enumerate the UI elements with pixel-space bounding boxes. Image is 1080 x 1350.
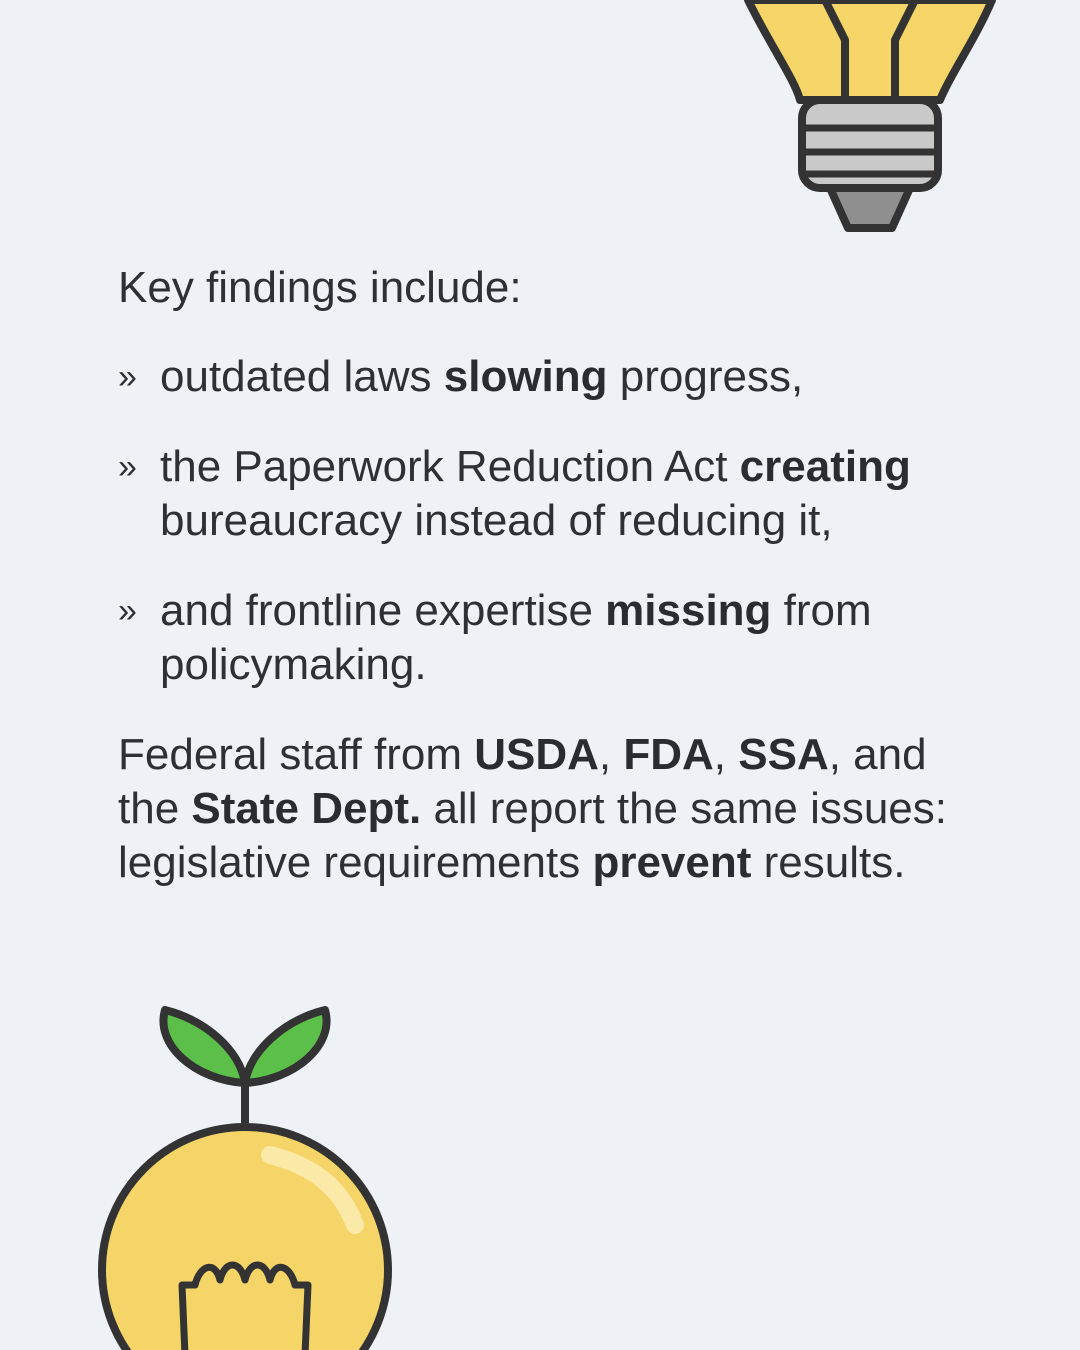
summary-text: Federal staff from bbox=[118, 730, 475, 779]
summary-text: , and the bbox=[118, 730, 927, 833]
finding-text: the Paperwork Reduction Act bbox=[160, 442, 740, 491]
finding-item bbox=[118, 350, 978, 404]
bullet-marker: » bbox=[118, 358, 137, 396]
finding-text: outdated laws bbox=[160, 352, 444, 401]
finding-text: bureaucracy instead of reducing it, bbox=[160, 496, 833, 545]
finding-item bbox=[118, 584, 978, 692]
bullet-marker: » bbox=[118, 592, 137, 630]
summary-emphasis: prevent bbox=[592, 838, 752, 887]
summary-paragraph bbox=[118, 728, 978, 890]
finding-emphasis: missing bbox=[605, 586, 772, 635]
summary-text: , bbox=[713, 730, 739, 779]
agency-usda: USDA bbox=[474, 730, 599, 779]
finding-item bbox=[118, 440, 978, 548]
agency-state-dept: State Dept. bbox=[191, 784, 422, 833]
finding-text: progress, bbox=[607, 352, 804, 401]
bullet-marker: » bbox=[118, 448, 137, 486]
finding-text: from policymaking. bbox=[160, 586, 872, 689]
agency-ssa: SSA bbox=[738, 730, 829, 779]
finding-emphasis: creating bbox=[739, 442, 911, 491]
summary-text: all report the same issues: legislative requirements bbox=[118, 784, 948, 887]
finding-emphasis: slowing bbox=[443, 352, 608, 401]
findings-list bbox=[118, 350, 978, 692]
intro-text: Key findings include: bbox=[118, 263, 522, 312]
lightbulb-icon bbox=[740, 0, 1000, 240]
summary-text: , bbox=[598, 730, 624, 779]
finding-text: and frontline expertise bbox=[160, 586, 606, 635]
agency-fda: FDA bbox=[623, 730, 714, 779]
content bbox=[118, 258, 978, 890]
sprouting-lightbulb-icon bbox=[90, 995, 400, 1350]
summary-text: results. bbox=[751, 838, 906, 887]
